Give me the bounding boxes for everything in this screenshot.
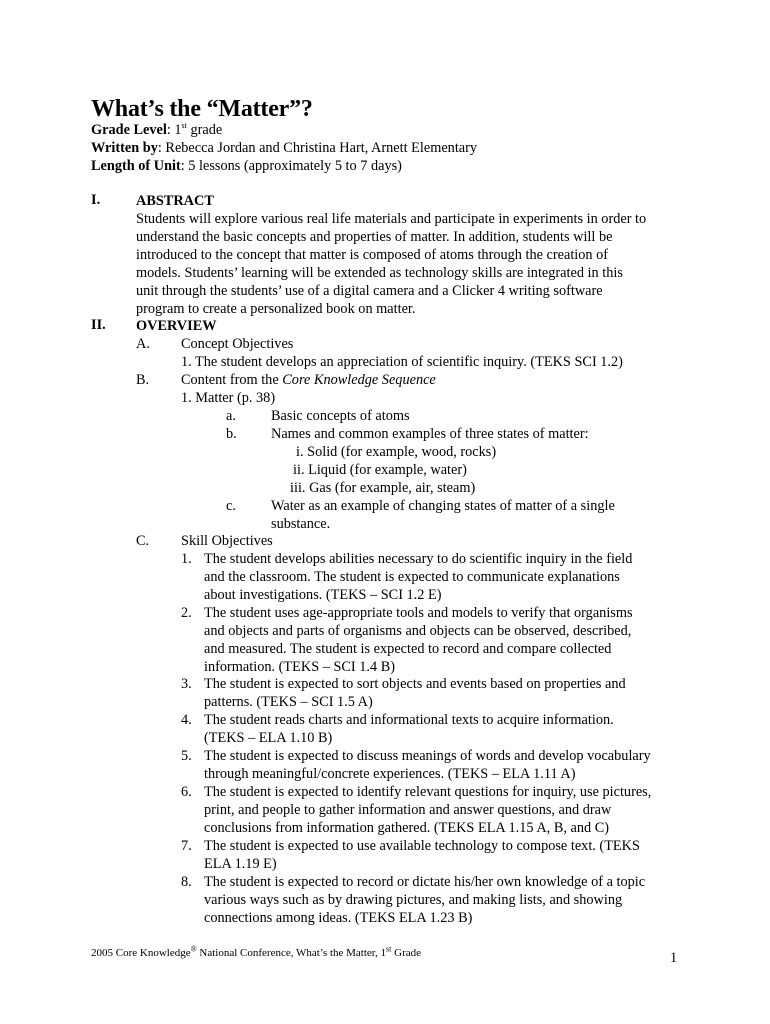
skill-line: and the classroom. The student is expected to communicate explanations <box>204 569 620 585</box>
skill-line: The student develops abilities necessary to do scientific inquiry in the field <box>204 551 633 567</box>
page-title: What’s the “Matter”? <box>91 96 313 122</box>
skill-line: The student is expected to record or dictate his/her own knowledge of a topic <box>204 874 646 890</box>
length-label: Length of Unit <box>91 158 181 174</box>
written-by <box>91 140 477 157</box>
skill-line: conclusions from information gathered. (TEKS ELA 1.15 A, B, and C) <box>204 820 610 836</box>
content-a-label: a. <box>226 408 236 424</box>
state-gas: iii. Gas (for example, air, steam) <box>290 480 476 496</box>
skill-line: The student uses age-appropriate tools and models to verify that organisms <box>204 605 633 621</box>
skill-line: The student is expected to use available technology to compose text. (TEKS <box>204 838 640 854</box>
content-b-label: b. <box>226 426 237 442</box>
skill-num: 7. <box>181 838 192 854</box>
skill-num: 5. <box>181 748 192 764</box>
sub-a-label: A. <box>136 336 150 352</box>
skill-num: 8. <box>181 874 192 890</box>
content-a-text: Basic concepts of atoms <box>271 408 410 424</box>
abstract-line: understand the basic concepts and properties of matter. In addition, students will be <box>136 229 613 245</box>
abstract-line: Students will explore various real life materials and participate in experiments in order to <box>136 211 647 227</box>
abstract-line: models. Students’ learning will be extended as technology skills are integrated in this <box>136 265 623 281</box>
sub-a-title: Concept Objectives <box>181 336 294 352</box>
length-value: : 5 lessons (approximately 5 to 7 days) <box>180 158 402 174</box>
content-c-text: substance. <box>271 516 331 532</box>
skill-num: 6. <box>181 784 192 800</box>
skill-line: print, and people to gather information and answer questions, and draw <box>204 802 612 818</box>
section-2-title: OVERVIEW <box>136 318 217 334</box>
footer-sup: st <box>386 944 392 954</box>
footer-text-b: National Conference, What’s the Matter, 1 <box>196 947 387 959</box>
page-number: 1 <box>670 950 678 966</box>
skill-line: The student is expected to sort objects and events based on properties and <box>204 676 626 692</box>
sub-c-label: C. <box>136 533 150 549</box>
written-value: : Rebecca Jordan and Christina Hart, Arnett Elementary <box>157 140 478 156</box>
sub-b-label: B. <box>136 372 150 388</box>
sub-c-title: Skill Objectives <box>181 533 273 549</box>
skill-num: 1. <box>181 551 192 567</box>
written-label: Written by <box>91 140 158 156</box>
abstract-line: program to create a personalized book on matter. <box>136 301 416 317</box>
sub-b-title-pre: Content from the <box>181 372 283 388</box>
grade-level: Grade Level: 1st grade <box>91 121 223 138</box>
abstract-line: introduced to the concept that matter is composed of atoms through the creation of <box>136 247 609 263</box>
skill-line: patterns. (TEKS – SCI 1.5 A) <box>204 694 373 710</box>
unit-length <box>91 158 402 175</box>
section-2-number: II. <box>91 317 106 333</box>
grade-suffix: grade <box>186 122 223 138</box>
content-b-text: Names and common examples of three states of matter: <box>271 426 589 442</box>
skill-line: various ways such as by drawing pictures, and making lists, and showing <box>204 892 623 908</box>
skill-line: (TEKS – ELA 1.10 B) <box>204 730 333 746</box>
grade-sup: st <box>181 121 187 131</box>
footer-text-a: 2005 Core Knowledge <box>91 947 191 959</box>
abstract-line: unit through the students’ use of a digital camera and a Clicker 4 writing software <box>136 283 603 299</box>
grade-value: 1 <box>174 122 182 138</box>
skill-line: ELA 1.19 E) <box>204 856 277 872</box>
skill-line: information. (TEKS – SCI 1.4 B) <box>204 659 396 675</box>
skill-line: and measured. The student is expected to record and compare collected <box>204 641 612 657</box>
skill-num: 2. <box>181 605 192 621</box>
skill-num: 4. <box>181 712 192 728</box>
page-footer <box>91 944 421 959</box>
sub-b-title-em: Core Knowledge Sequence <box>282 372 436 388</box>
sub-b-title <box>181 371 436 389</box>
skill-line: connections among ideas. (TEKS ELA 1.23 B) <box>204 910 473 926</box>
skill-line: through meaningful/concrete experiences. (TEKS – ELA 1.11 A) <box>204 766 576 782</box>
section-1-number: I. <box>91 192 101 208</box>
section-1-title: ABSTRACT <box>136 193 214 209</box>
skill-line: and objects and parts of organisms and objects can be observed, described, <box>204 623 632 639</box>
state-solid: i. Solid (for example, wood, rocks) <box>296 444 497 460</box>
concept-objective-1: 1. The student develops an appreciation of scientific inquiry. (TEKS SCI 1.2) <box>181 354 623 370</box>
grade-label: Grade Level <box>91 122 167 138</box>
skill-line: about investigations. (TEKS – SCI 1.2 E) <box>204 587 442 603</box>
content-c-label: c. <box>226 498 236 514</box>
content-c-text: Water as an example of changing states of matter of a single <box>271 498 615 514</box>
skill-line: The student is expected to discuss meanings of words and develop vocabulary <box>204 748 651 764</box>
content-item-1: 1. Matter (p. 38) <box>181 390 276 406</box>
skill-num: 3. <box>181 676 192 692</box>
footer-reg: ® <box>190 944 197 954</box>
skill-line: The student is expected to identify relevant questions for inquiry, use pictures, <box>204 784 652 800</box>
footer-text-c: Grade <box>391 947 421 959</box>
skill-line: The student reads charts and informational texts to acquire information. <box>204 712 614 728</box>
state-liquid: ii. Liquid (for example, water) <box>293 462 467 478</box>
